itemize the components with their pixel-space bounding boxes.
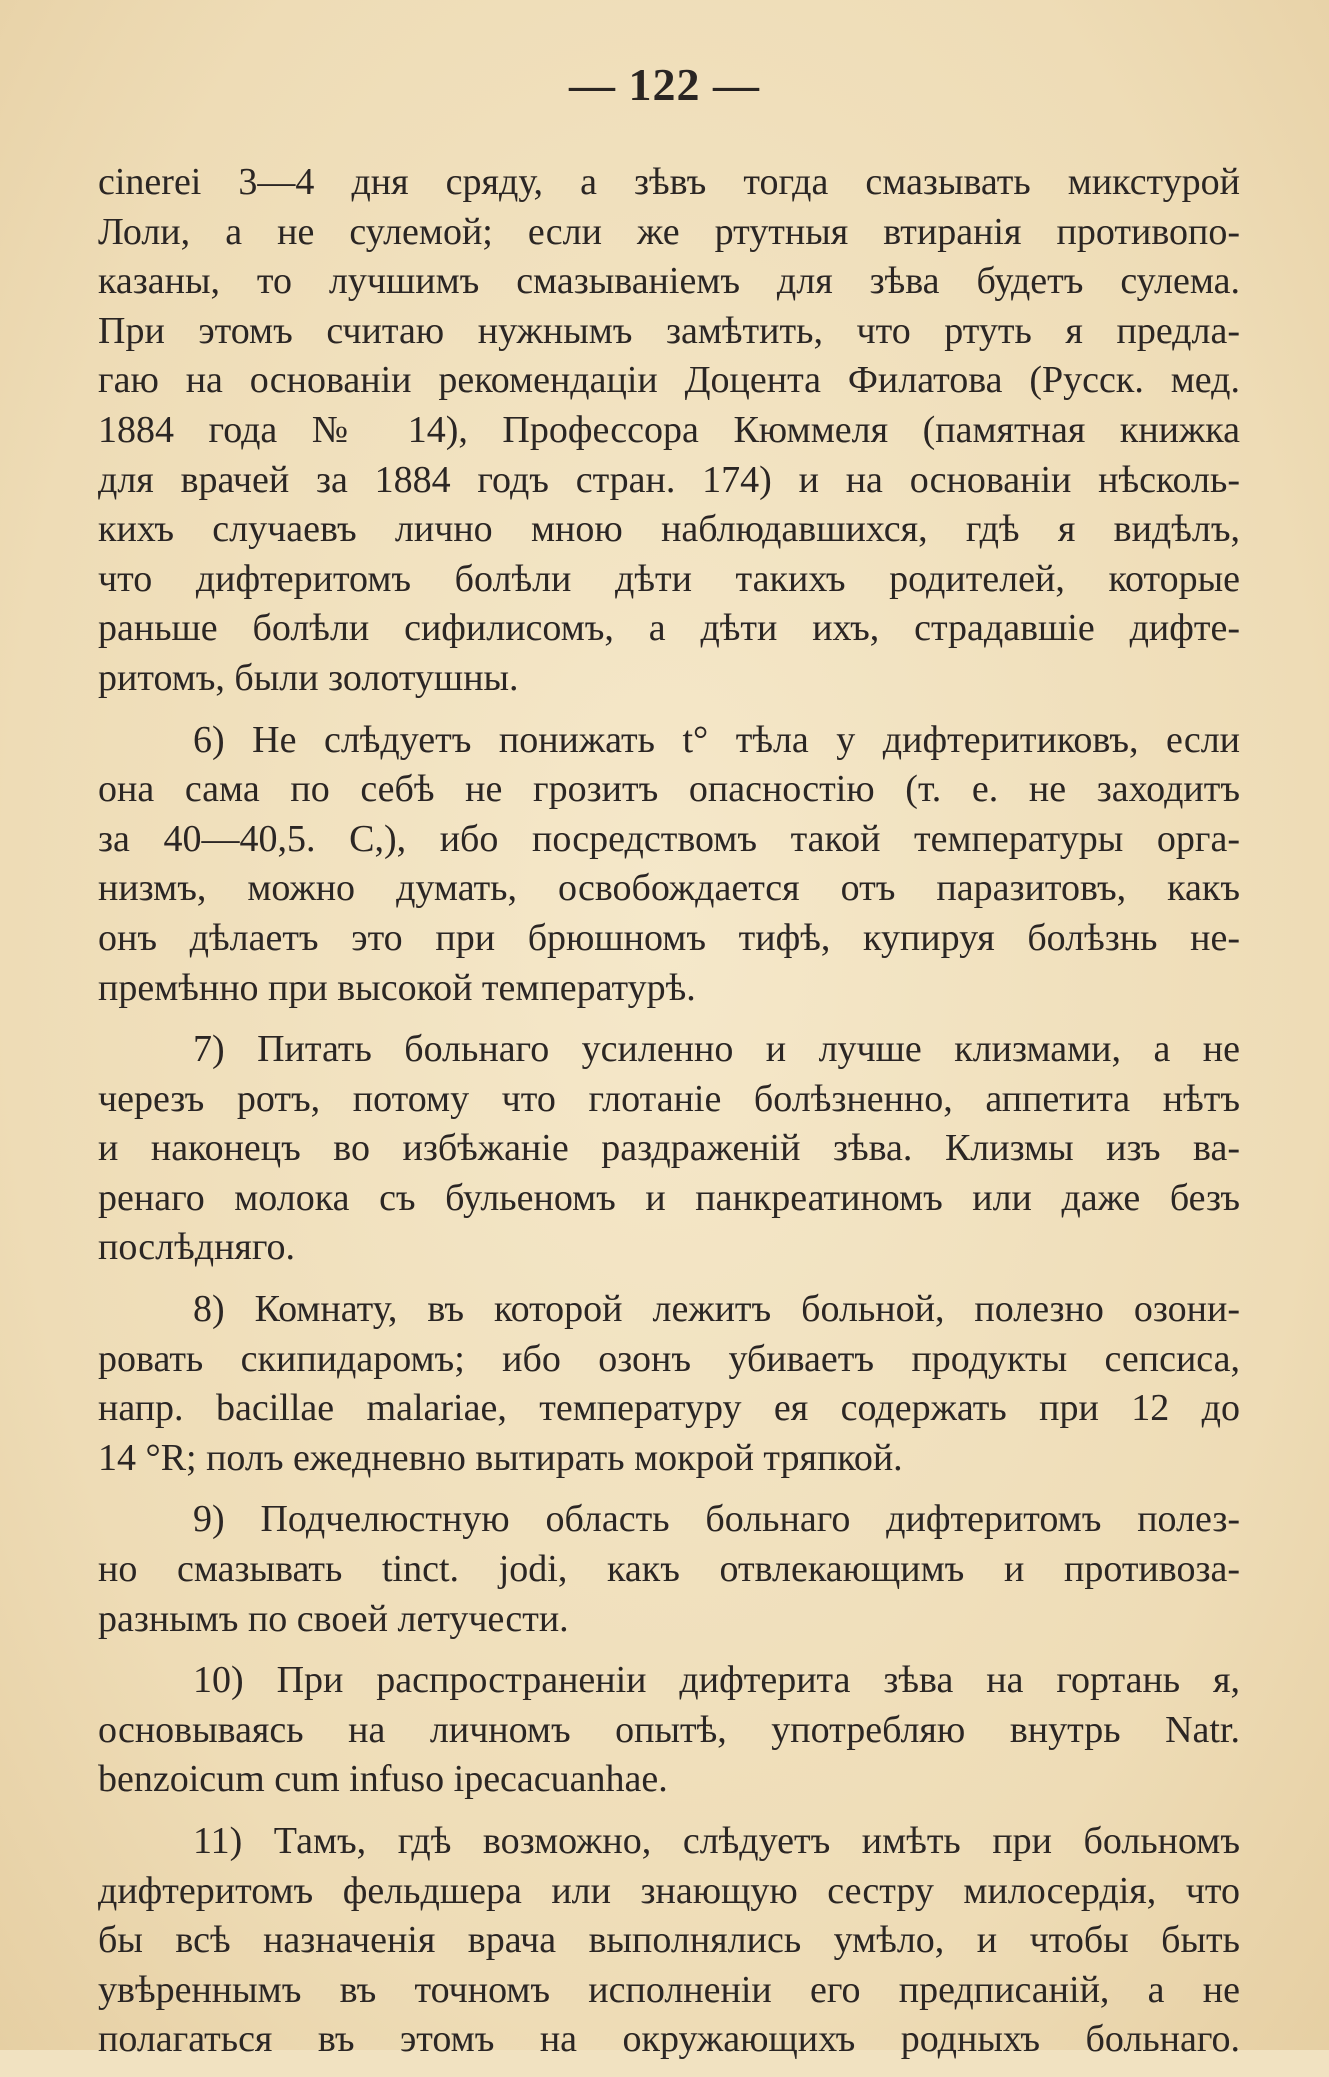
text-line: полагаться въ этомъ на окружающихъ родныхъ больнаго. <box>98 2018 1240 2061</box>
paragraph-item-7 <box>98 1025 1240 1273</box>
text-line: увѣреннымъ въ точномъ исполненіи его предписаній, а не <box>98 1968 1240 2011</box>
text-line: 1884 года № 14), Профессора Кюммеля (памятная книжка <box>98 408 1240 451</box>
text-line: за 40—40,5. С,), ибо посредствомъ такой температуры орга- <box>98 817 1240 860</box>
text-line: низмъ, можно думать, освобождается отъ паразитовъ, какъ <box>98 867 1240 910</box>
text-line: но смазывать tinct. jodi, какъ отвлекающимъ и противоза- <box>98 1548 1240 1591</box>
text-line: cinerei 3—4 дня сряду, а зѣвъ тогда смазывать микстурой <box>98 161 1240 203</box>
text-line: казаны, то лучшимъ смазываніемъ для зѣва будетъ сулема. <box>98 260 1240 303</box>
body-text <box>98 158 1240 2077</box>
text-line: кихъ случаевъ лично мною наблюдавшихся, гдѣ я видѣлъ, <box>98 508 1240 551</box>
text-line: ровать скипидаромъ; ибо озонъ убиваетъ продукты сепсиса, <box>98 1337 1240 1380</box>
text-line: ренаго молока съ бульеномъ и панкреатиномъ или даже безъ <box>98 1176 1240 1219</box>
text-line: 14 °R; полъ ежедневно вытирать мокрой тряпкой. <box>98 1436 903 1479</box>
paragraph-item-8 <box>98 1285 1240 1483</box>
text-line: что дифтеритомъ болѣли дѣти такихъ родителей, которые <box>98 557 1240 600</box>
page-number: — 122 — <box>569 59 760 110</box>
text-line: 11) Тамъ, гдѣ возможно, слѣдуетъ имѣть при больномъ <box>193 1820 1240 1862</box>
paragraph-item-10 <box>98 1656 1240 1805</box>
text-line: ритомъ, были золотушны. <box>98 656 519 699</box>
text-line: 7) Питать больнаго усиленно и лучше клизмами, а не <box>193 1028 1240 1071</box>
paragraph-item-6 <box>98 716 1240 1014</box>
text-line: и наконецъ во избѣжаніе раздраженій зѣва. Клизмы изъ ва- <box>98 1127 1240 1170</box>
paragraph-item-11 <box>98 1817 1240 2065</box>
paragraph-item-9 <box>98 1495 1240 1644</box>
text-line: 9) Подчелюстную область больнаго дифтеритомъ полез- <box>193 1498 1240 1541</box>
text-line: benzoicum cum infuso ipecacuanhae. <box>98 1758 668 1801</box>
text-line: она сама по себѣ не грозитъ опасностію (т. е. не заходитъ <box>98 768 1240 811</box>
text-line: раньше болѣли сифилисомъ, а дѣти ихъ, страдавшіе дифте- <box>98 607 1240 650</box>
text-line: 10) При распространеніи дифтерита зѣва на гортань я, <box>193 1659 1240 1702</box>
text-line: напр. bacillae malariae, температуру ея содержать при 12 до <box>98 1387 1240 1430</box>
text-line: черезъ ротъ, потому что глотаніе болѣзненно, аппетита нѣтъ <box>98 1077 1240 1120</box>
text-line: дифтеритомъ фельдшера или знающую сестру милосердія, что <box>98 1869 1240 1912</box>
text-line: 8) Комнату, въ которой лежитъ больной, полезно озони- <box>193 1288 1240 1331</box>
text-line: разнымъ по своей летучести. <box>98 1597 569 1640</box>
text-line: гаю на основаніи рекомендаціи Доцента Филатова (Русск. мед. <box>98 359 1240 402</box>
text-line: бы всѣ назначенія врача выполнялись умѣло, и чтобы быть <box>98 1919 1240 1962</box>
text-line: При этомъ считаю нужнымъ замѣтить, что ртуть я предла- <box>98 309 1240 352</box>
text-line: для врачей за 1884 годъ стран. 174) и на основаніи нѣсколь- <box>98 458 1240 501</box>
text-line: 6) Не слѣдуетъ понижать t° тѣла у дифтеритиковъ, если <box>193 718 1240 761</box>
text-line: послѣдняго. <box>98 1226 296 1269</box>
text-line: онъ дѣлаетъ это при брюшномъ тифѣ, купируя болѣзнь не- <box>98 916 1240 959</box>
text-line: Лоли, а не сулемой; если же ртутныя втиранія противопо- <box>98 210 1240 253</box>
paragraph-continuation <box>98 158 1240 704</box>
text-line: основываясь на личномъ опытѣ, употребляю внутрь Natr. <box>98 1708 1240 1751</box>
text-line: премѣнно при высокой температурѣ. <box>98 966 696 1009</box>
